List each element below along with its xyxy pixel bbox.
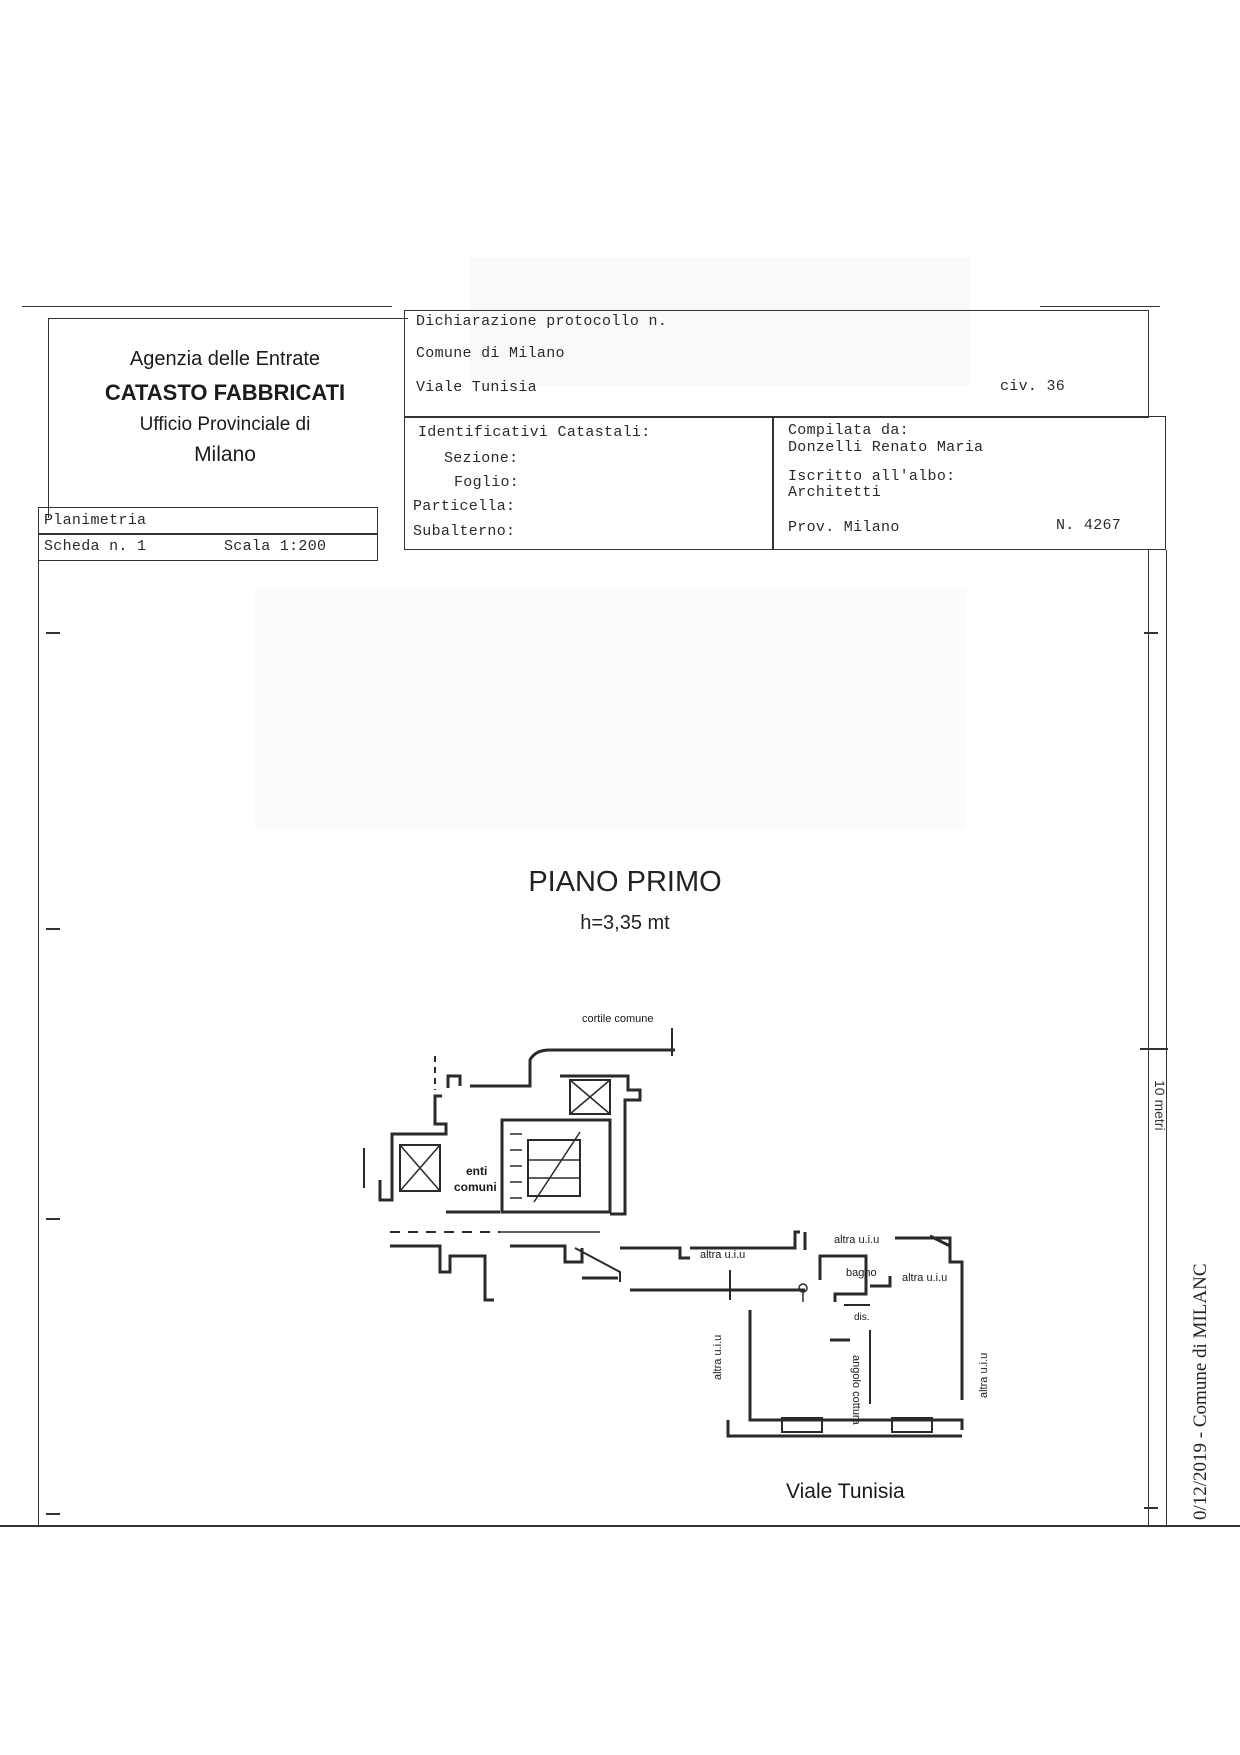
altra-uiu-label: altra u.i.u	[978, 1352, 990, 1398]
identificativi-label: Identificativi Catastali:	[418, 424, 651, 441]
frame-tick	[46, 928, 60, 930]
street-label: Viale Tunisia	[786, 1480, 905, 1503]
sezione-label: Sezione:	[444, 450, 519, 467]
civico-label: civ. 36	[1000, 378, 1066, 395]
albo-value: Architetti	[788, 484, 882, 501]
scale-bar-label: 10 metri	[1152, 1080, 1168, 1131]
frame-left	[38, 507, 39, 1527]
floor-plan	[350, 1000, 1010, 1470]
frame-tick	[46, 1218, 60, 1220]
comune-label: Comune di Milano	[416, 345, 565, 362]
frame-right	[1148, 550, 1149, 1527]
dis-label: dis.	[854, 1312, 870, 1323]
altra-uiu-label: altra u.i.u	[712, 1334, 724, 1380]
planimetria-label: Planimetria	[44, 512, 147, 529]
compilatore-name: Donzelli Renato Maria	[788, 439, 984, 456]
scan-artifact	[255, 590, 965, 830]
ufficio-label: Ufficio Provinciale di	[139, 414, 311, 435]
cortile-label: cortile comune	[582, 1013, 654, 1025]
frame-line	[1040, 306, 1160, 307]
page-crop-line	[0, 1525, 1240, 1527]
frame-line	[22, 306, 392, 307]
bagno-label: bagno	[846, 1267, 877, 1279]
scala-label: Scala 1:200	[224, 538, 327, 555]
plan-title: PIANO PRIMO	[528, 866, 722, 898]
provincia-label: Prov. Milano	[788, 519, 900, 536]
frame-tick	[46, 632, 60, 634]
via-label: Viale Tunisia	[416, 379, 537, 396]
side-stamp: 0/12/2019 - Comune di MILANC	[1190, 1263, 1211, 1520]
catasto-title: CATASTO FABBRICATI	[104, 380, 346, 405]
agency-name: Agenzia delle Entrate	[129, 348, 321, 370]
city-name: Milano	[194, 443, 256, 466]
particella-label: Particella:	[413, 498, 516, 515]
plan-height: h=3,35 mt	[580, 912, 670, 934]
angolo-cottura-label: angolo cottura	[850, 1355, 862, 1425]
dichiarazione-label: Dichiarazione protocollo n.	[416, 313, 668, 330]
compilata-label: Compilata da:	[788, 422, 909, 439]
foglio-label: Foglio:	[454, 474, 520, 491]
enti-label: enti	[466, 1164, 488, 1178]
scale-bar-tick	[1140, 1048, 1168, 1050]
iscritto-label: Iscritto all'albo:	[788, 468, 956, 485]
frame-tick	[46, 1513, 60, 1515]
altra-uiu-label: altra u.i.u	[902, 1272, 948, 1284]
comuni-label: comuni	[454, 1180, 497, 1194]
frame-right-outer	[1166, 550, 1167, 1527]
scheda-label: Scheda n. 1	[44, 538, 147, 555]
altra-uiu-label: altra u.i.u	[700, 1249, 746, 1261]
frame-tick	[1144, 632, 1158, 634]
frame-tick	[1144, 1507, 1158, 1509]
altra-uiu-label: altra u.i.u	[834, 1234, 880, 1246]
numero-albo: N. 4267	[1056, 517, 1122, 534]
subalterno-label: Subalterno:	[413, 523, 516, 540]
